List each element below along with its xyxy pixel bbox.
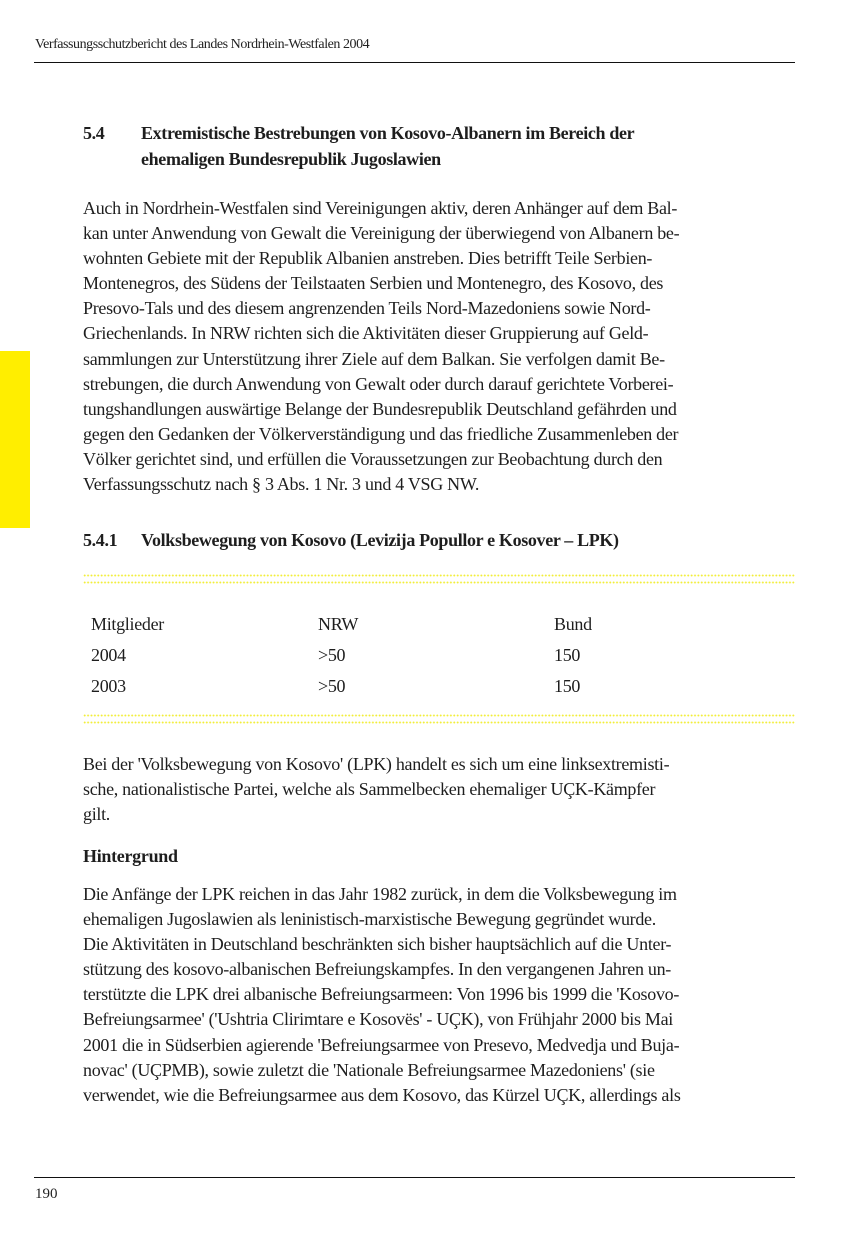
text-line: Die Aktivitäten in Deutschland beschränkten sich bisher hauptsächlich auf die Unter-: [83, 934, 672, 955]
column-header-mitglieder: Mitglieder: [91, 614, 164, 634]
background-heading: Hintergrund: [83, 846, 178, 866]
footer-rule: [34, 1177, 795, 1178]
description-paragraph: [83, 752, 799, 827]
table-top-dotted-rule: [83, 574, 795, 584]
text-line: kan unter Anwendung von Gewalt die Vereinigung der überwiegend von Albanern be-: [83, 223, 680, 244]
text-line: terstützte die LPK drei albanische Befreiungsarmeen: Von 1996 bis 1999 die 'Kosovo-: [83, 984, 680, 1005]
text-line: tungshandlungen auswärtige Belange der Bundesrepublik Deutschland gefährden und: [83, 398, 677, 419]
text-line: verwendet, wie die Befreiungsarmee aus dem Kosovo, das Kürzel UÇK, allerdings als: [83, 1084, 681, 1105]
cell-bund: 150: [554, 676, 581, 696]
text-line: Montenegros, des Südens der Teilstaaten Serbien und Montenegro, des Kosovo, des: [83, 273, 664, 294]
text-line: Auch in Nordrhein-Westfalen sind Vereinigungen aktiv, deren Anhänger auf dem Bal-: [83, 198, 678, 218]
cell-nrw: >50: [318, 645, 346, 665]
chapter-tab-marker: [0, 351, 30, 528]
text-line: wohnten Gebiete mit der Republik Albanien anstreben. Dies betrifft Teile Serbien-: [83, 248, 653, 269]
text-line: Griechenlands. In NRW richten sich die Aktivitäten dieser Gruppierung auf Geld-: [83, 323, 649, 344]
text-line: sammlungen zur Unterstützung ihrer Ziele auf dem Balkan. Sie verfolgen damit Be-: [83, 348, 665, 369]
text-line: ehemaligen Jugoslawien als leninistisch-marxistische Bewegung gegründet wurde.: [83, 909, 656, 930]
section-number: 5.4: [83, 123, 105, 143]
text-line: Presovo-Tals und des diesem angrenzenden Teils Nord-Mazedoniens sowie Nord-: [83, 298, 651, 319]
cell-year: 2003: [91, 676, 126, 696]
cell-bund: 150: [554, 645, 581, 665]
running-header: Verfassungsschutzbericht des Landes Nordrhein-Westfalen 2004: [35, 37, 370, 52]
text-line: Bei der 'Volksbewegung von Kosovo' (LPK) handelt es sich um eine linksextremisti-: [83, 754, 670, 774]
intro-paragraph: [83, 196, 799, 497]
section-title-line-2: ehemaligen Bundesrepublik Jugoslawien: [141, 149, 441, 169]
text-line: strebungen, die durch Anwendung von Gewalt oder durch darauf gerichtete Vorberei-: [83, 373, 674, 394]
text-line: novac' (UÇPMB), sowie zuletzt die 'Nationale Befreiungsarmee Mazedoniens' (sie: [83, 1059, 655, 1080]
column-header-nrw: NRW: [318, 614, 359, 634]
header-rule: [34, 62, 795, 63]
text-line: Befreiungsarmee' ('Ushtria Clirimtare e Kosovës' - UÇK), von Frühjahr 2000 bis Mai: [83, 1009, 674, 1030]
text-line: Verfassungsschutz nach § 3 Abs. 1 Nr. 3 und 4 VSG NW.: [83, 474, 480, 495]
cell-year: 2004: [91, 645, 126, 665]
page-number: 190: [35, 1186, 58, 1202]
text-line: gilt.: [83, 804, 111, 825]
background-paragraph: [83, 882, 799, 1108]
text-line: 2001 die in Südserbien agierende 'Befreiungsarmee von Presevo, Medvedja und Buja-: [83, 1034, 680, 1055]
column-header-bund: Bund: [554, 614, 592, 634]
table-bottom-dotted-rule: [83, 714, 795, 724]
text-line: Die Anfänge der LPK reichen in das Jahr 1982 zurück, in dem die Volksbewegung im: [83, 884, 677, 904]
subsection-title: Volksbewegung von Kosovo (Levizija Popullor e Kosover – LPK): [141, 530, 619, 550]
cell-nrw: >50: [318, 676, 346, 696]
text-line: Völker gerichtet sind, und erfüllen die Voraussetzungen zur Beobachtung durch den: [83, 448, 663, 469]
text-line: sche, nationalistische Partei, welche als Sammelbecken ehemaliger UÇK-Kämpfer: [83, 779, 656, 800]
text-line: gegen den Gedanken der Völkerverständigung und das friedliche Zusammenleben der: [83, 423, 679, 444]
section-title-line-1: Extremistische Bestrebungen von Kosovo-Albanern im Bereich der: [141, 123, 635, 143]
text-line: stützung des kosovo-albanischen Befreiungskampfes. In den vergangenen Jahren un-: [83, 959, 671, 980]
subsection-number: 5.4.1: [83, 530, 118, 550]
